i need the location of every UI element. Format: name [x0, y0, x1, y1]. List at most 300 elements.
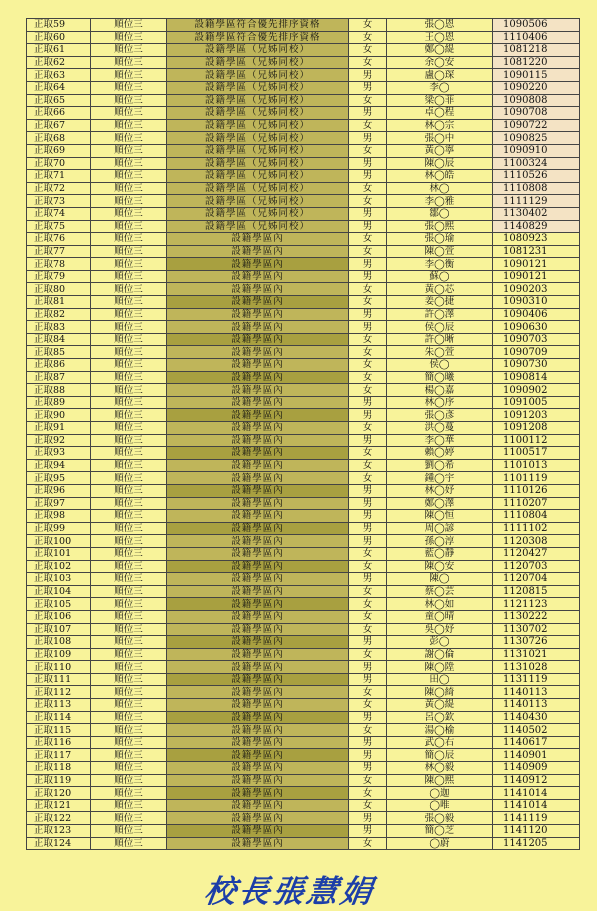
gender-cell: 女: [349, 359, 387, 372]
gender-cell: 女: [349, 44, 387, 57]
priority-order-cell: 順位三: [91, 459, 167, 472]
table-row: [27, 270, 580, 283]
table-row: [27, 547, 580, 560]
student-name-cell: 陳◯恒: [387, 510, 493, 523]
priority-order-cell: 順位三: [91, 31, 167, 44]
row-id-cell: 正取64: [27, 81, 91, 94]
table-row: [27, 636, 580, 649]
row-id-cell: 正取108: [27, 636, 91, 649]
gender-cell: 女: [349, 283, 387, 296]
student-name-cell: 陳◯陞: [387, 661, 493, 674]
priority-order-cell: 順位三: [91, 19, 167, 32]
gender-cell: 男: [349, 434, 387, 447]
qualification-cell: 設籍學區（兄姊同校）: [167, 69, 349, 82]
priority-order-cell: 順位三: [91, 636, 167, 649]
gender-cell: 女: [349, 686, 387, 699]
student-name-cell: 張◯彥: [387, 409, 493, 422]
row-id-cell: 正取61: [27, 44, 91, 57]
student-name-cell: 林◯皓: [387, 170, 493, 183]
row-id-cell: 正取96: [27, 484, 91, 497]
qualification-cell: 設籍學區內: [167, 283, 349, 296]
table-row: [27, 144, 580, 157]
student-name-cell: 田◯: [387, 673, 493, 686]
table-row: [27, 749, 580, 762]
row-id-cell: 正取104: [27, 585, 91, 598]
table-row: [27, 44, 580, 57]
birth-date-cell: 1090902: [493, 384, 580, 397]
birth-date-cell: 1081220: [493, 56, 580, 69]
table-row: [27, 422, 580, 435]
table-row: [27, 673, 580, 686]
qualification-cell: 設籍學區內: [167, 346, 349, 359]
birth-date-cell: 1090506: [493, 19, 580, 32]
row-id-cell: 正取60: [27, 31, 91, 44]
table-row: [27, 686, 580, 699]
student-name-cell: 彭◯: [387, 636, 493, 649]
priority-order-cell: 順位三: [91, 132, 167, 145]
table-row: [27, 573, 580, 586]
qualification-cell: 設籍學區內: [167, 434, 349, 447]
gender-cell: 女: [349, 585, 387, 598]
birth-date-cell: 1140912: [493, 774, 580, 787]
table-row: [27, 384, 580, 397]
student-name-cell: 黃◯芯: [387, 283, 493, 296]
qualification-cell: 設籍學區內: [167, 623, 349, 636]
birth-date-cell: 1120703: [493, 560, 580, 573]
student-name-cell: 簡◯芝: [387, 825, 493, 838]
priority-order-cell: 順位三: [91, 220, 167, 233]
table-row: [27, 94, 580, 107]
birth-date-cell: 1130726: [493, 636, 580, 649]
priority-order-cell: 順位三: [91, 497, 167, 510]
priority-order-cell: 順位三: [91, 774, 167, 787]
priority-order-cell: 順位三: [91, 472, 167, 485]
table-row: [27, 69, 580, 82]
row-id-cell: 正取89: [27, 396, 91, 409]
birth-date-cell: 1110406: [493, 31, 580, 44]
gender-cell: 女: [349, 296, 387, 309]
priority-order-cell: 順位三: [91, 686, 167, 699]
birth-date-cell: 1110207: [493, 497, 580, 510]
gender-cell: 女: [349, 547, 387, 560]
student-name-cell: 林◯妤: [387, 484, 493, 497]
row-id-cell: 正取76: [27, 233, 91, 246]
birth-date-cell: 1090630: [493, 321, 580, 334]
birth-date-cell: 1140901: [493, 749, 580, 762]
gender-cell: 男: [349, 736, 387, 749]
table-row: [27, 107, 580, 120]
gender-cell: 女: [349, 787, 387, 800]
qualification-cell: 設籍學區內: [167, 636, 349, 649]
priority-order-cell: 順位三: [91, 573, 167, 586]
gender-cell: 女: [349, 119, 387, 132]
qualification-cell: 設籍學區內: [167, 560, 349, 573]
priority-order-cell: 順位三: [91, 422, 167, 435]
table-row: [27, 119, 580, 132]
gender-cell: 女: [349, 195, 387, 208]
gender-cell: 男: [349, 573, 387, 586]
table-row: [27, 522, 580, 535]
priority-order-cell: 順位三: [91, 736, 167, 749]
row-id-cell: 正取93: [27, 447, 91, 460]
table-row: [27, 396, 580, 409]
gender-cell: 男: [349, 484, 387, 497]
birth-date-cell: 1090220: [493, 81, 580, 94]
birth-date-cell: 1140909: [493, 762, 580, 775]
table-row: [27, 220, 580, 233]
qualification-cell: 設籍學區內: [167, 422, 349, 435]
birth-date-cell: 1090203: [493, 283, 580, 296]
row-id-cell: 正取63: [27, 69, 91, 82]
priority-order-cell: 順位三: [91, 81, 167, 94]
student-name-cell: 武◯右: [387, 736, 493, 749]
student-name-cell: 許◯澤: [387, 308, 493, 321]
student-name-cell: 孫◯淳: [387, 535, 493, 548]
qualification-cell: 設籍學區（兄姊同校）: [167, 44, 349, 57]
qualification-cell: 設籍學區（兄姊同校）: [167, 81, 349, 94]
priority-order-cell: 順位三: [91, 94, 167, 107]
principal-signature: 校長張慧娟: [201, 874, 378, 910]
row-id-cell: 正取90: [27, 409, 91, 422]
priority-order-cell: 順位三: [91, 182, 167, 195]
row-id-cell: 正取62: [27, 56, 91, 69]
student-name-cell: 張◯恩: [387, 19, 493, 32]
priority-order-cell: 順位三: [91, 837, 167, 850]
priority-order-cell: 順位三: [91, 258, 167, 271]
qualification-cell: 設籍學區內: [167, 673, 349, 686]
priority-order-cell: 順位三: [91, 434, 167, 447]
birth-date-cell: 1100517: [493, 447, 580, 460]
table-row: [27, 598, 580, 611]
row-id-cell: 正取68: [27, 132, 91, 145]
row-id-cell: 正取124: [27, 837, 91, 850]
qualification-cell: 設籍學區符合優先排序資格: [167, 31, 349, 44]
student-name-cell: 林◯毅: [387, 762, 493, 775]
qualification-cell: 設籍學區內: [167, 333, 349, 346]
student-name-cell: 陳◯辰: [387, 157, 493, 170]
birth-date-cell: 1131021: [493, 648, 580, 661]
gender-cell: 男: [349, 170, 387, 183]
row-id-cell: 正取98: [27, 510, 91, 523]
row-id-cell: 正取80: [27, 283, 91, 296]
birth-date-cell: 1091005: [493, 396, 580, 409]
priority-order-cell: 順位三: [91, 522, 167, 535]
priority-order-cell: 順位三: [91, 484, 167, 497]
student-name-cell: 林◯: [387, 182, 493, 195]
table-row: [27, 359, 580, 372]
gender-cell: 女: [349, 19, 387, 32]
table-row: [27, 233, 580, 246]
priority-order-cell: 順位三: [91, 195, 167, 208]
birth-date-cell: 1141014: [493, 799, 580, 812]
row-id-cell: 正取78: [27, 258, 91, 271]
student-name-cell: 吳◯妤: [387, 623, 493, 636]
qualification-cell: 設籍學區（兄姊同校）: [167, 119, 349, 132]
birth-date-cell: 1121123: [493, 598, 580, 611]
priority-order-cell: 順位三: [91, 359, 167, 372]
row-id-cell: 正取67: [27, 119, 91, 132]
qualification-cell: 設籍學區內: [167, 359, 349, 372]
birth-date-cell: 1140829: [493, 220, 580, 233]
table-row: [27, 283, 580, 296]
qualification-cell: 設籍學區內: [167, 522, 349, 535]
gender-cell: 女: [349, 31, 387, 44]
table-row: [27, 585, 580, 598]
student-name-cell: 簡◯辰: [387, 749, 493, 762]
student-name-cell: 張◯瑜: [387, 233, 493, 246]
student-name-cell: 侯◯: [387, 359, 493, 372]
birth-date-cell: 1090814: [493, 371, 580, 384]
student-name-cell: 李◯華: [387, 434, 493, 447]
gender-cell: 女: [349, 724, 387, 737]
priority-order-cell: 順位三: [91, 560, 167, 573]
gender-cell: 男: [349, 762, 387, 775]
priority-order-cell: 順位三: [91, 107, 167, 120]
qualification-cell: 設籍學區內: [167, 787, 349, 800]
gender-cell: 女: [349, 623, 387, 636]
gender-cell: 女: [349, 346, 387, 359]
qualification-cell: 設籍學區（兄姊同校）: [167, 157, 349, 170]
student-name-cell: 簡◯曦: [387, 371, 493, 384]
birth-date-cell: 1130402: [493, 207, 580, 220]
table-row: [27, 170, 580, 183]
qualification-cell: 設籍學區內: [167, 585, 349, 598]
row-id-cell: 正取99: [27, 522, 91, 535]
student-name-cell: 劉◯希: [387, 459, 493, 472]
row-id-cell: 正取59: [27, 19, 91, 32]
row-id-cell: 正取81: [27, 296, 91, 309]
qualification-cell: 設籍學區符合優先排序資格: [167, 19, 349, 32]
qualification-cell: 設籍學區（兄姊同校）: [167, 207, 349, 220]
priority-order-cell: 順位三: [91, 69, 167, 82]
table-row: [27, 346, 580, 359]
table-row: [27, 484, 580, 497]
priority-order-cell: 順位三: [91, 371, 167, 384]
priority-order-cell: 順位三: [91, 384, 167, 397]
qualification-cell: 設籍學區（兄姊同校）: [167, 182, 349, 195]
table-row: [27, 762, 580, 775]
row-id-cell: 正取112: [27, 686, 91, 699]
gender-cell: 女: [349, 799, 387, 812]
student-name-cell: 黃◯緹: [387, 699, 493, 712]
priority-order-cell: 順位三: [91, 409, 167, 422]
student-name-cell: 余◯安: [387, 56, 493, 69]
birth-date-cell: 1140617: [493, 736, 580, 749]
birth-date-cell: 1091203: [493, 409, 580, 422]
row-id-cell: 正取69: [27, 144, 91, 157]
priority-order-cell: 順位三: [91, 270, 167, 283]
row-id-cell: 正取94: [27, 459, 91, 472]
table-row: [27, 258, 580, 271]
gender-cell: 男: [349, 535, 387, 548]
student-name-cell: 藍◯靜: [387, 547, 493, 560]
qualification-cell: 設籍學區內: [167, 812, 349, 825]
gender-cell: 男: [349, 81, 387, 94]
gender-cell: 男: [349, 749, 387, 762]
gender-cell: 女: [349, 598, 387, 611]
row-id-cell: 正取72: [27, 182, 91, 195]
birth-date-cell: 1110808: [493, 182, 580, 195]
birth-date-cell: 1141119: [493, 812, 580, 825]
table-row: [27, 459, 580, 472]
gender-cell: 男: [349, 673, 387, 686]
student-name-cell: ◯蔚: [387, 837, 493, 850]
table-row: [27, 195, 580, 208]
student-name-cell: 陳◯熙: [387, 774, 493, 787]
row-id-cell: 正取100: [27, 535, 91, 548]
student-name-cell: 洪◯蔓: [387, 422, 493, 435]
student-name-cell: 童◯晴: [387, 610, 493, 623]
birth-date-cell: 1140113: [493, 686, 580, 699]
row-id-cell: 正取85: [27, 346, 91, 359]
row-id-cell: 正取105: [27, 598, 91, 611]
qualification-cell: 設籍學區內: [167, 825, 349, 838]
birth-date-cell: 1110804: [493, 510, 580, 523]
row-id-cell: 正取118: [27, 762, 91, 775]
qualification-cell: 設籍學區內: [167, 699, 349, 712]
birth-date-cell: 1120815: [493, 585, 580, 598]
priority-order-cell: 順位三: [91, 157, 167, 170]
gender-cell: 男: [349, 396, 387, 409]
table-row: [27, 409, 580, 422]
qualification-cell: 設籍學區（兄姊同校）: [167, 107, 349, 120]
birth-date-cell: 1101119: [493, 472, 580, 485]
gender-cell: 女: [349, 560, 387, 573]
qualification-cell: 設籍學區內: [167, 409, 349, 422]
priority-order-cell: 順位三: [91, 610, 167, 623]
qualification-cell: 設籍學區內: [167, 459, 349, 472]
row-id-cell: 正取110: [27, 661, 91, 674]
row-id-cell: 正取91: [27, 422, 91, 435]
gender-cell: 女: [349, 144, 387, 157]
qualification-cell: 設籍學區內: [167, 396, 349, 409]
priority-order-cell: 順位三: [91, 144, 167, 157]
gender-cell: 男: [349, 522, 387, 535]
birth-date-cell: 1141120: [493, 825, 580, 838]
birth-date-cell: 1100324: [493, 157, 580, 170]
student-name-cell: 許◯晰: [387, 333, 493, 346]
row-id-cell: 正取82: [27, 308, 91, 321]
gender-cell: 男: [349, 321, 387, 334]
table-row: [27, 296, 580, 309]
student-name-cell: 侯◯辰: [387, 321, 493, 334]
priority-order-cell: 順位三: [91, 333, 167, 346]
gender-cell: 男: [349, 497, 387, 510]
student-name-cell: ◯唯: [387, 799, 493, 812]
priority-order-cell: 順位三: [91, 787, 167, 800]
row-id-cell: 正取73: [27, 195, 91, 208]
birth-date-cell: 1140113: [493, 699, 580, 712]
qualification-cell: 設籍學區內: [167, 233, 349, 246]
student-name-cell: 鍾◯宇: [387, 472, 493, 485]
qualification-cell: 設籍學區內: [167, 258, 349, 271]
priority-order-cell: 順位三: [91, 346, 167, 359]
table-row: [27, 510, 580, 523]
student-name-cell: 鄭◯澤: [387, 497, 493, 510]
student-name-cell: 李◯: [387, 81, 493, 94]
qualification-cell: 設籍學區內: [167, 484, 349, 497]
birth-date-cell: 1131119: [493, 673, 580, 686]
student-name-cell: 張◯中: [387, 132, 493, 145]
qualification-cell: 設籍學區（兄姊同校）: [167, 132, 349, 145]
student-name-cell: 卓◯程: [387, 107, 493, 120]
table-row: [27, 31, 580, 44]
gender-cell: 女: [349, 459, 387, 472]
priority-order-cell: 順位三: [91, 749, 167, 762]
birth-date-cell: 1090910: [493, 144, 580, 157]
student-name-cell: 鄭◯緹: [387, 44, 493, 57]
row-id-cell: 正取79: [27, 270, 91, 283]
gender-cell: 女: [349, 371, 387, 384]
gender-cell: 男: [349, 207, 387, 220]
birth-date-cell: 1131028: [493, 661, 580, 674]
priority-order-cell: 順位三: [91, 724, 167, 737]
student-name-cell: 賴◯婷: [387, 447, 493, 460]
qualification-cell: 設籍學區內: [167, 371, 349, 384]
student-name-cell: 林◯如: [387, 598, 493, 611]
qualification-cell: 設籍學區內: [167, 661, 349, 674]
student-name-cell: 湯◯榆: [387, 724, 493, 737]
birth-date-cell: 1120308: [493, 535, 580, 548]
priority-order-cell: 順位三: [91, 661, 167, 674]
gender-cell: 女: [349, 422, 387, 435]
priority-order-cell: 順位三: [91, 44, 167, 57]
table-row: [27, 711, 580, 724]
table-row: [27, 837, 580, 850]
row-id-cell: 正取70: [27, 157, 91, 170]
student-name-cell: 鄒◯: [387, 207, 493, 220]
birth-date-cell: 1110526: [493, 170, 580, 183]
qualification-cell: 設籍學區內: [167, 762, 349, 775]
birth-date-cell: 1110126: [493, 484, 580, 497]
gender-cell: 男: [349, 812, 387, 825]
priority-order-cell: 順位三: [91, 296, 167, 309]
student-name-cell: 周◯諺: [387, 522, 493, 535]
row-id-cell: 正取111: [27, 673, 91, 686]
row-id-cell: 正取66: [27, 107, 91, 120]
birth-date-cell: 1130222: [493, 610, 580, 623]
row-id-cell: 正取88: [27, 384, 91, 397]
row-id-cell: 正取71: [27, 170, 91, 183]
table-row: [27, 699, 580, 712]
gender-cell: 男: [349, 132, 387, 145]
birth-date-cell: 1140502: [493, 724, 580, 737]
student-name-cell: 陳◯安: [387, 560, 493, 573]
birth-date-cell: 1111129: [493, 195, 580, 208]
qualification-cell: 設籍學區內: [167, 648, 349, 661]
birth-date-cell: 1090808: [493, 94, 580, 107]
qualification-cell: 設籍學區內: [167, 447, 349, 460]
birth-date-cell: 1120704: [493, 573, 580, 586]
gender-cell: 男: [349, 69, 387, 82]
gender-cell: 女: [349, 333, 387, 346]
student-name-cell: 陳◯萱: [387, 245, 493, 258]
gender-cell: 女: [349, 610, 387, 623]
student-name-cell: 林◯宗: [387, 119, 493, 132]
row-id-cell: 正取113: [27, 699, 91, 712]
table-row: [27, 497, 580, 510]
gender-cell: 男: [349, 825, 387, 838]
priority-order-cell: 順位三: [91, 245, 167, 258]
gender-cell: 男: [349, 258, 387, 271]
birth-date-cell: 1100112: [493, 434, 580, 447]
priority-order-cell: 順位三: [91, 648, 167, 661]
birth-date-cell: 1090722: [493, 119, 580, 132]
birth-date-cell: 1140430: [493, 711, 580, 724]
birth-date-cell: 1090121: [493, 258, 580, 271]
gender-cell: 男: [349, 220, 387, 233]
priority-order-cell: 順位三: [91, 119, 167, 132]
